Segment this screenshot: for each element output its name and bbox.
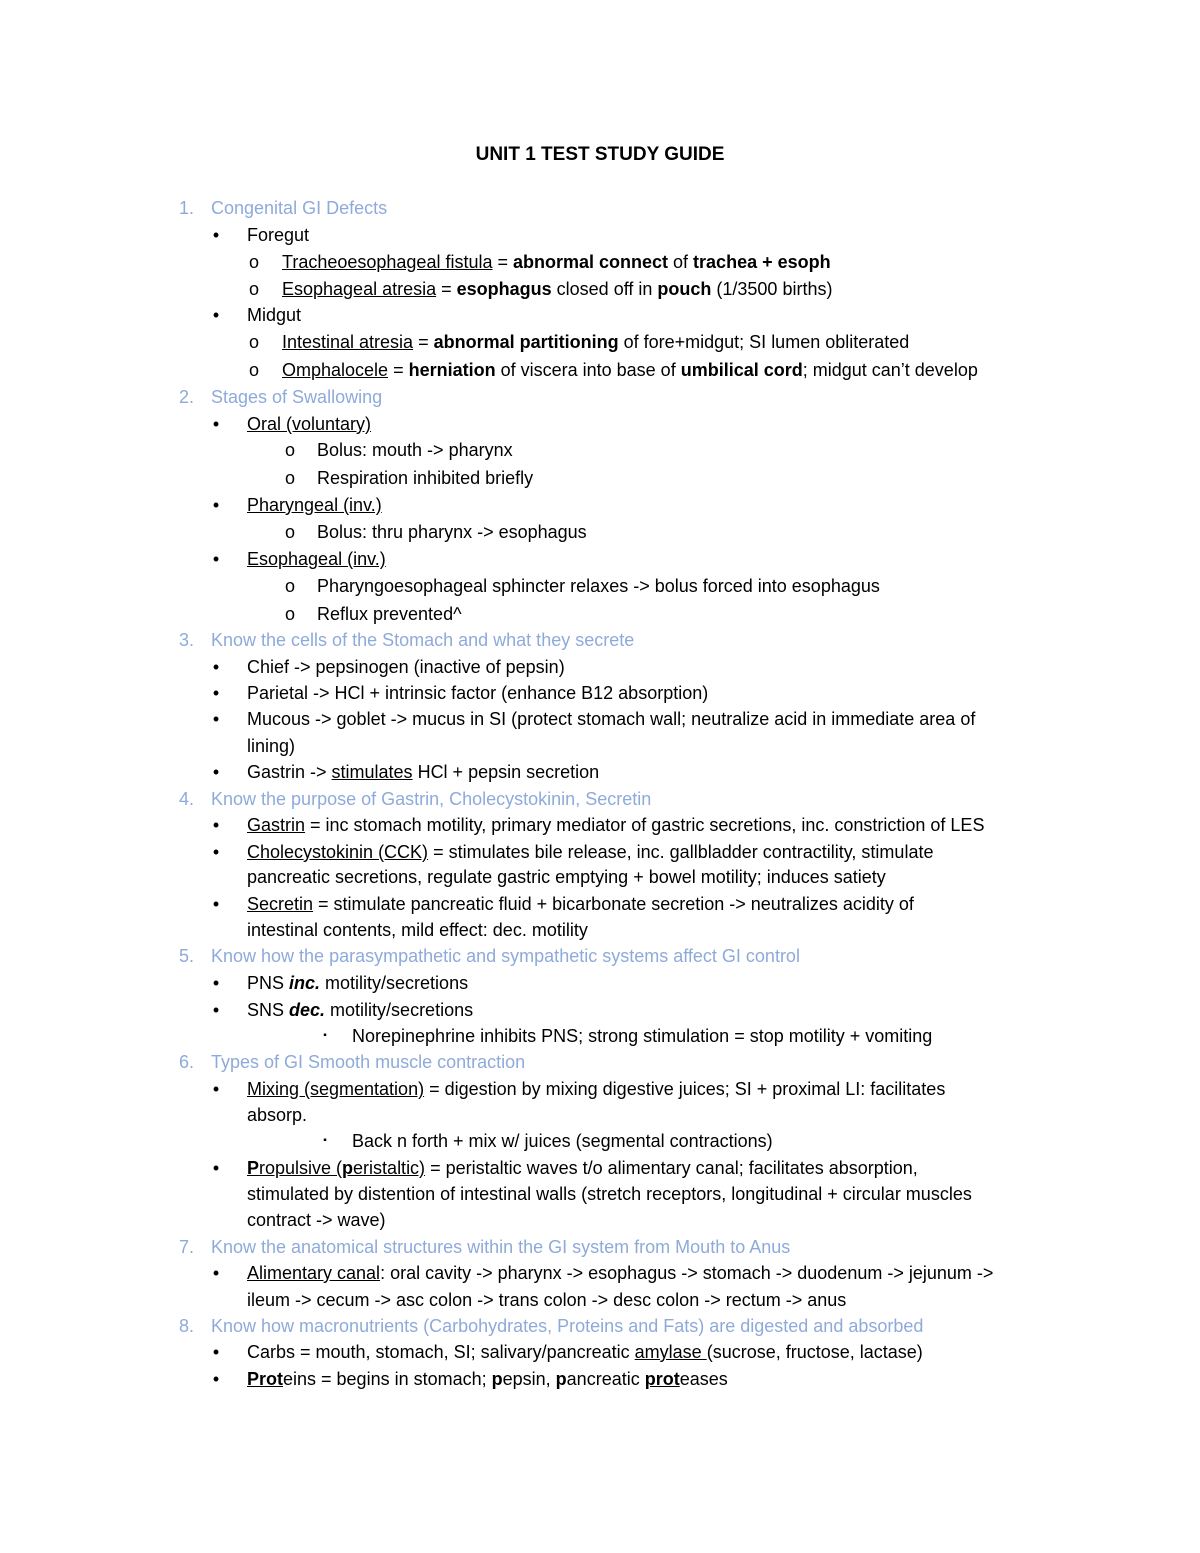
list-item: Pharyngeal (inv.) [247,495,382,515]
list-item: Esophageal (inv.) [247,549,386,569]
circle-marker: o [284,576,295,596]
circle-marker: o [248,252,259,272]
list-item: Esophageal atresia = esophagus closed off in pouch (1/3500 births) [282,279,833,299]
list-item: Chief -> pepsinogen (inactive of pepsin) [247,657,565,677]
list-item-continuation: stimulated by distention of intestinal walls (stretch receptors, longitudinal + circular muscles [247,1184,972,1204]
bullet-marker: • [212,1263,220,1283]
section-number: 6. [178,1052,194,1072]
circle-marker: o [284,468,295,488]
bullet-marker: • [212,495,220,515]
circle-marker: o [248,332,259,352]
list-item: Gastrin -> stimulates HCl + pepsin secretion [247,762,600,782]
bullet-marker: • [212,1158,220,1178]
section-heading: Congenital GI Defects [211,198,388,218]
page-title: UNIT 1 TEST STUDY GUIDE [475,144,725,165]
bullet-marker: • [212,1342,220,1362]
section-number: 5. [178,946,194,966]
bullet-marker: • [212,1000,220,1020]
list-item: Back n forth + mix w/ juices (segmental contractions) [352,1131,773,1151]
list-item: Foregut [247,225,310,245]
circle-marker: o [284,440,295,460]
list-item-continuation: contract -> wave) [247,1210,386,1230]
circle-marker: o [248,360,259,380]
list-item: Parietal -> HCl + intrinsic factor (enhance B12 absorption) [247,683,709,703]
list-item: Norepinephrine inhibits PNS; strong stimulation = stop motility + vomiting [352,1026,933,1046]
bullet-marker: • [212,549,220,569]
bullet-marker: • [212,414,220,434]
section-number: 2. [178,387,194,407]
bullet-marker: • [212,225,220,245]
list-item: SNS dec. motility/secretions [247,1000,474,1020]
section-heading: Stages of Swallowing [211,387,383,407]
bullet-marker: • [212,657,220,677]
bullet-marker: • [212,815,220,835]
list-item: Intestinal atresia = abnormal partitioning of fore+midgut; SI lumen obliterated [282,332,910,352]
bullet-marker: • [212,1079,220,1099]
section-heading: Know how macronutrients (Carbohydrates, Proteins and Fats) are digested and absorbed [211,1316,924,1336]
list-item: Gastrin = inc stomach motility, primary mediator of gastric secretions, inc. constriction of LES [247,815,985,835]
section-heading: Know the cells of the Stomach and what they secrete [211,630,635,650]
list-item: Reflux prevented^ [317,604,462,624]
list-item: Alimentary canal: oral cavity -> pharynx -> esophagus -> stomach -> duodenum -> jejunum -> [247,1263,994,1283]
section-number: 7. [178,1237,194,1257]
list-item: Cholecystokinin (CCK) = stimulates bile release, inc. gallbladder contractility, stimulate [247,842,934,862]
bullet-marker: • [212,842,220,862]
list-item: Omphalocele = herniation of viscera into base of umbilical cord; midgut can’t develop [282,360,978,380]
list-item: PNS inc. motility/secretions [247,973,469,993]
list-item-continuation: intestinal contents, mild effect: dec. motility [247,920,588,940]
bullet-marker: • [212,1369,220,1389]
circle-marker: o [248,279,259,299]
list-item-continuation: absorp. [247,1105,308,1125]
section-heading: Know the purpose of Gastrin, Cholecystokinin, Secretin [211,789,652,809]
circle-marker: o [284,522,295,542]
list-item: Pharyngoesophageal sphincter relaxes -> bolus forced into esophagus [317,576,880,596]
list-item: Mixing (segmentation) = digestion by mixing digestive juices; SI + proximal LI: facilitates [247,1079,946,1099]
list-item: Bolus: mouth -> pharynx [317,440,513,460]
list-item: Midgut [247,305,302,325]
circle-marker: o [284,604,295,624]
list-item: Bolus: thru pharynx -> esophagus [317,522,587,542]
bullet-marker: • [212,305,220,325]
bullet-marker: • [212,762,220,782]
list-item: Propulsive (peristaltic) = peristaltic waves t/o alimentary canal; facilitates absorption, [247,1158,918,1178]
list-item: Secretin = stimulate pancreatic fluid + bicarbonate secretion -> neutralizes acidity of [247,894,914,914]
bullet-marker: • [212,973,220,993]
section-number: 8. [178,1316,194,1336]
section-number: 3. [178,630,194,650]
section-number: 4. [178,789,194,809]
list-item-continuation: pancreatic secretions, regulate gastric emptying + bowel motility; induces satiety [247,867,886,887]
bullet-marker: • [212,894,220,914]
list-item: Tracheoesophageal fistula = abnormal connect of trachea + esoph [282,252,831,272]
list-item: Carbs = mouth, stomach, SI; salivary/pancreatic amylase (sucrose, fructose, lactase) [247,1342,923,1362]
square-marker: ▪ [323,1030,327,1041]
section-number: 1. [178,198,194,218]
section-heading: Know the anatomical structures within the GI system from Mouth to Anus [211,1237,791,1257]
section-heading: Types of GI Smooth muscle contraction [211,1052,526,1072]
square-marker: ▪ [323,1135,327,1146]
list-item: Respiration inhibited briefly [317,468,534,488]
bullet-marker: • [212,683,220,703]
section-heading: Know how the parasympathetic and sympathetic systems affect GI control [211,946,800,966]
list-item: Oral (voluntary) [247,414,372,434]
bullet-marker: • [212,709,220,729]
list-item-continuation: ileum -> cecum -> asc colon -> trans colon -> desc colon -> rectum -> anus [247,1290,847,1310]
list-item-continuation: lining) [247,736,296,756]
list-item: Proteins = begins in stomach; pepsin, pancreatic proteases [247,1369,728,1389]
list-item: Mucous -> goblet -> mucus in SI (protect stomach wall; neutralize acid in immediate area of [247,709,976,729]
